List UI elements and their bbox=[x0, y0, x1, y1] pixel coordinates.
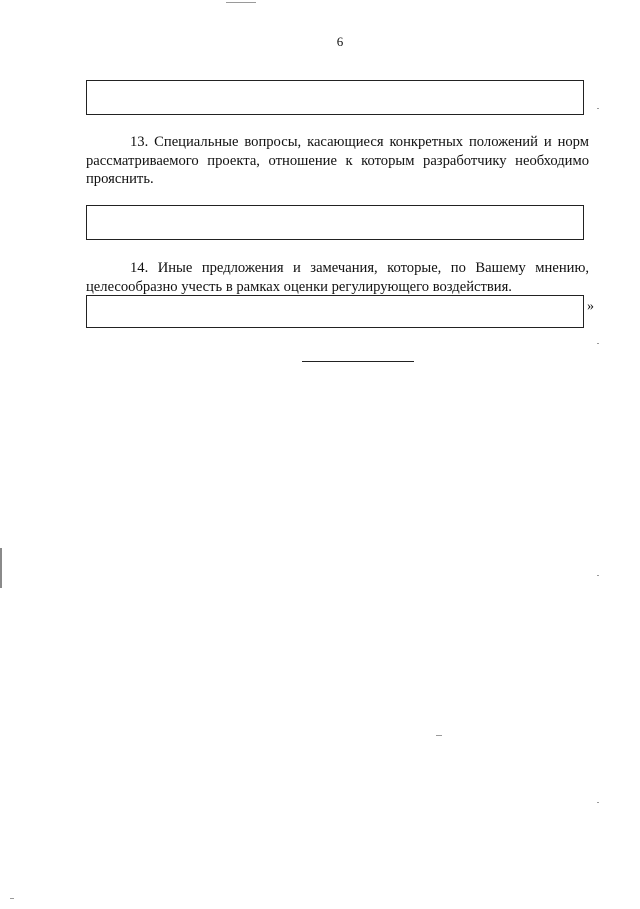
scan-dot bbox=[597, 108, 599, 109]
question-13-line: 13. Специальные вопросы, касающиеся конкретных положений и норм bbox=[130, 134, 589, 150]
question-13 bbox=[86, 133, 589, 189]
answer-box-14[interactable] bbox=[86, 295, 584, 328]
scan-dot bbox=[436, 735, 442, 736]
scan-dot bbox=[597, 802, 599, 803]
scan-dot bbox=[597, 343, 599, 344]
question-14 bbox=[86, 259, 589, 296]
answer-box-12[interactable] bbox=[86, 80, 584, 115]
scan-edge-mark bbox=[0, 548, 2, 588]
question-14-line: 14. Иные предложения и замечания, которые, по Вашему мнению, bbox=[130, 260, 589, 276]
closing-quote: » bbox=[587, 299, 594, 314]
scan-dot bbox=[597, 575, 599, 576]
page-number: 6 bbox=[336, 34, 344, 49]
scan-mark bbox=[226, 2, 256, 3]
question-13-line: рассматриваемого проекта, отношение к которым разработчику необходимо bbox=[86, 152, 589, 169]
scan-dot bbox=[10, 898, 14, 899]
end-of-form-rule bbox=[302, 361, 414, 362]
question-14-line: целесообразно учесть в рамках оценки регулирующего воздействия. bbox=[86, 278, 512, 295]
question-13-line: прояснить. bbox=[86, 171, 154, 187]
answer-box-13[interactable] bbox=[86, 205, 584, 240]
